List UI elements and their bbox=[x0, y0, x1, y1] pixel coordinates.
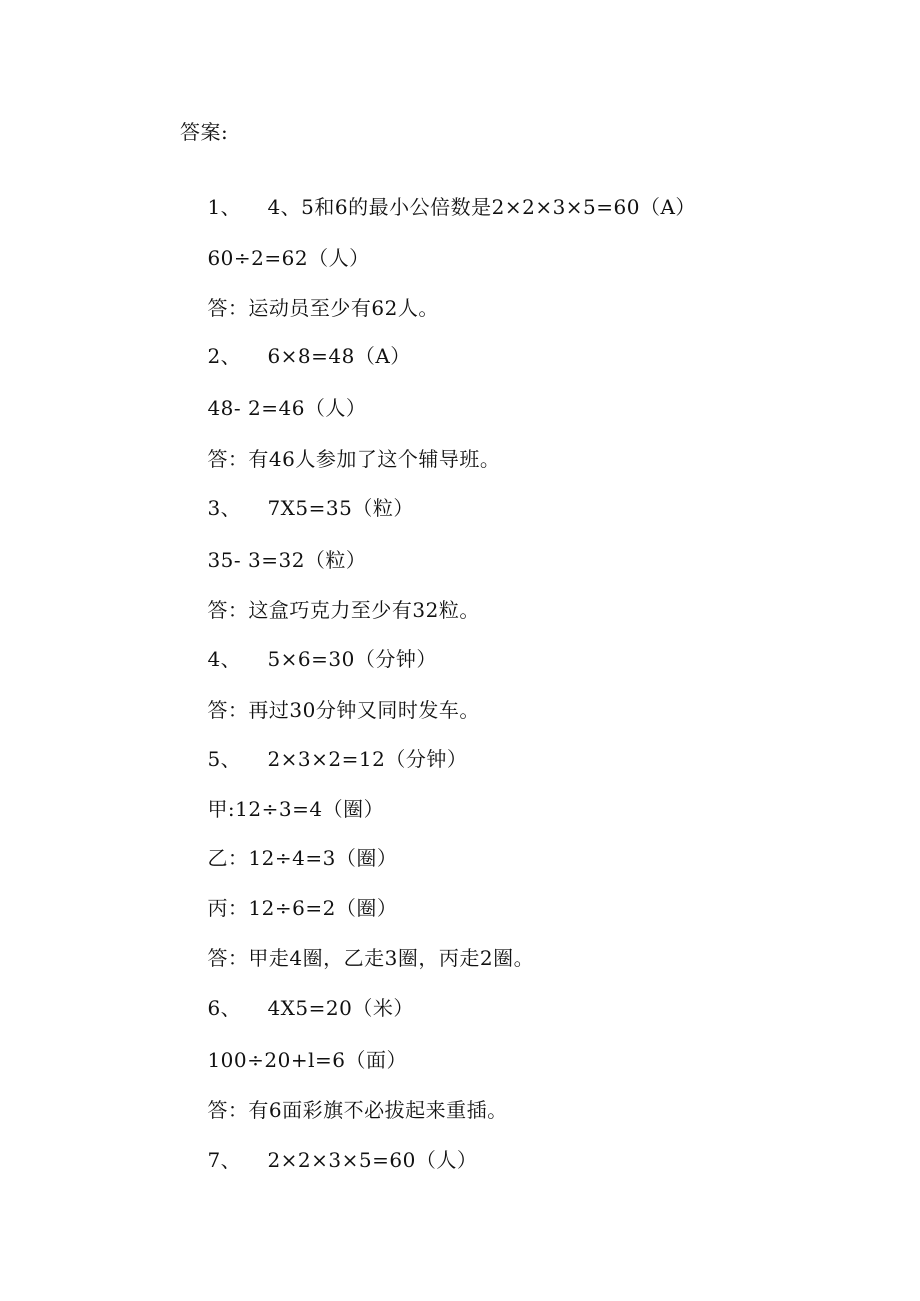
question-number: 3、 bbox=[207, 496, 242, 520]
answer-text: 甲:12÷3=4（圈） bbox=[207, 797, 385, 821]
answer-text: 答：甲走4圈，乙走3圈，丙走2圈。 bbox=[207, 946, 535, 970]
question-number: 4、 bbox=[207, 647, 242, 671]
answer-text: 100÷20+l=6（面） bbox=[207, 1048, 407, 1072]
answer-text: 4、5和6的最小公倍数是2×2×3×5=60（A） bbox=[267, 195, 696, 219]
answer-text: 5×6=30（分钟） bbox=[267, 647, 437, 671]
question-number: 7、 bbox=[207, 1148, 242, 1172]
question-number: 6、 bbox=[207, 996, 242, 1020]
answer-text: 4X5=20（米） bbox=[267, 996, 414, 1020]
answer-line-20 bbox=[180, 1124, 477, 1196]
answer-text: 2×2×3×5=60（人） bbox=[267, 1148, 478, 1172]
question-number: 5、 bbox=[207, 747, 242, 771]
answer-text: 丙：12÷6=2（圈） bbox=[207, 896, 398, 920]
question-number: 1、 bbox=[207, 195, 242, 219]
answer-text: 答：再过30分钟又同时发车。 bbox=[207, 698, 480, 722]
question-number: 2、 bbox=[207, 344, 242, 368]
answer-text: 35- 3=32（粒） bbox=[207, 548, 367, 572]
answer-text: 48- 2=46（人） bbox=[207, 396, 367, 420]
answer-text: 答：有46人参加了这个辅导班。 bbox=[207, 447, 501, 471]
answer-text: 乙：12÷4=3（圈） bbox=[207, 846, 398, 870]
answer-text: 7X5=35（粒） bbox=[267, 496, 414, 520]
answer-text: 答：有6面彩旗不必拔起来重插。 bbox=[207, 1098, 508, 1122]
answer-text: 答：这盒巧克力至少有32粒。 bbox=[207, 598, 480, 622]
answer-heading: 答案: bbox=[180, 120, 229, 144]
answer-text: 60÷2=62（人） bbox=[207, 246, 370, 270]
answer-text: 答：运动员至少有62人。 bbox=[207, 296, 439, 320]
answer-text: 2×3×2=12（分钟） bbox=[267, 747, 468, 771]
answer-text: 6×8=48（A） bbox=[267, 344, 411, 368]
